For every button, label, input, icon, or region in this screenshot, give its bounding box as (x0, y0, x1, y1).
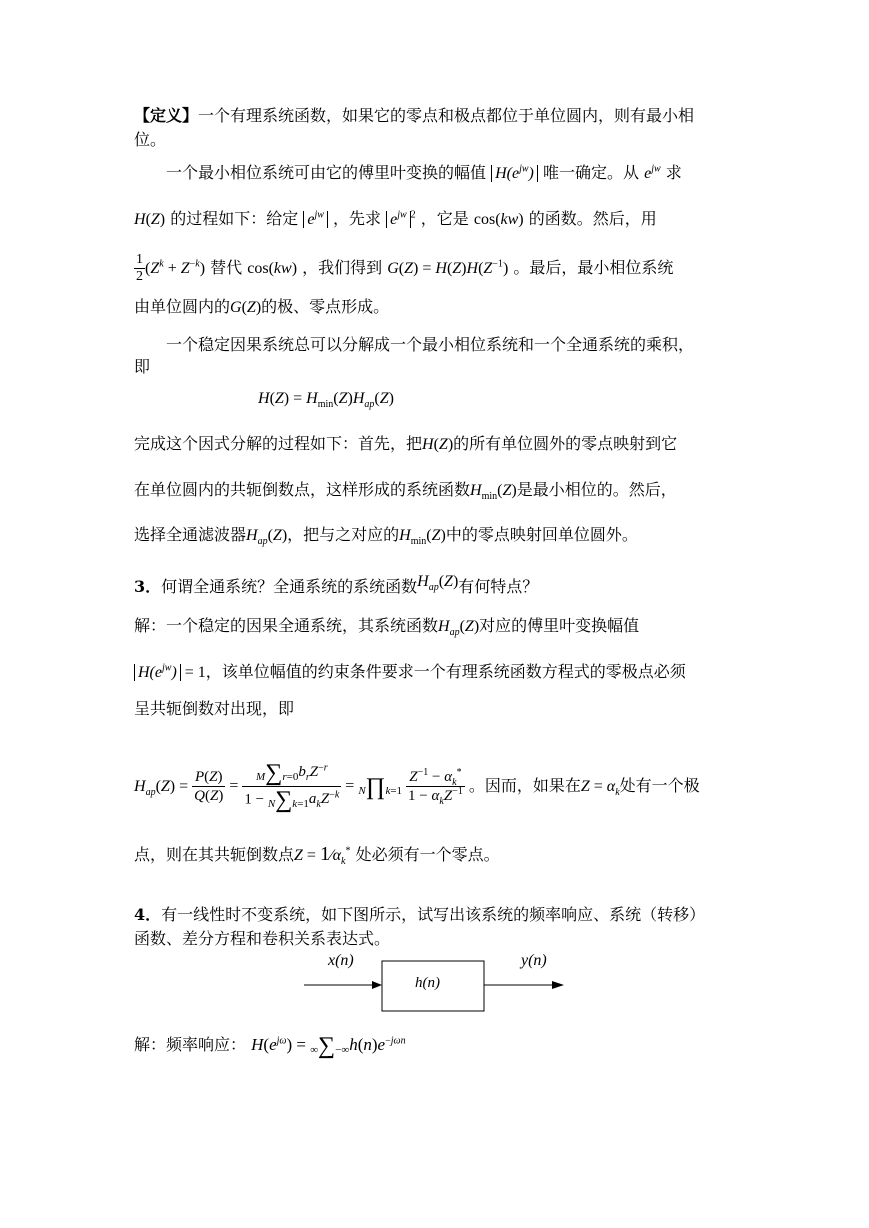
p1-text-b: 唯一确定。从 (542, 163, 639, 182)
answer-3-text-b: 对应的傅里叶变换幅值 (479, 616, 640, 635)
p7-text-b: 是最小相位的。然后， (516, 480, 677, 499)
p5b-text: 即 (134, 357, 151, 376)
formula-gz: $G(Z) = H(Z)H(Z^{-1})$ (387, 258, 509, 277)
answer-3-text-c: ，该单位幅值的约束条件要求一个有理系统函数方程式的零极点必须 (205, 662, 686, 681)
p2-text-a: 的过程如下：给定 (170, 209, 299, 228)
p1-text-a: 一个最小相位系统可由它的傅里叶变换的幅值 (166, 163, 487, 182)
answer-4-text-a: 解：频率响应： (134, 1034, 247, 1054)
p6-text-b: 的所有单位圆外的零点映射到它 (453, 434, 678, 453)
question-3: 3．何谓全通系统？全通系统的系统函数$H_{ap}(Z)$有何特点？ (134, 573, 539, 596)
p8-text-a: 选择全通滤波器 (134, 525, 247, 544)
question-4-number: 4． (134, 905, 162, 924)
p5-text: 一个稳定因果系统总可以分解成一个最小相位系统和一个全通系统的乘积， (166, 335, 695, 354)
answer-3-text-e: 。因而，如果在 (468, 776, 581, 795)
paragraph-1-line-4: 由单位圆内的G(Z)的极、零点形成。 (134, 297, 390, 316)
paragraph-2-line-2 (134, 355, 150, 379)
definition-line-2 (134, 128, 166, 152)
p7-text-a: 在单位圆内的共轭倒数点，这样形成的系统函数 (134, 480, 471, 499)
definition-text-2: 位。 (134, 130, 167, 149)
output-arrowhead (552, 981, 564, 989)
answer-3-text-g: 点，则在其共轭倒数点 (134, 845, 295, 864)
question-3-text-a: 何谓全通系统？全通系统的系统函数 (161, 577, 418, 596)
formula-half: $\frac{1}{2}$ (136, 252, 143, 284)
paragraph-1-line-3: $\frac{1}{2}$ $(Z^k + Z^{-k})$ 替代 cos(kw) ，我们得到 $G(Z) = H(Z)H(Z^{-1})$ 。最后，最小相位系统 (136, 252, 674, 284)
p6-text-a: 完成这个因式分解的过程如下：首先，把 (134, 434, 423, 453)
formula-factorization: $H(Z) = H_{min}(Z)H_{ap}(Z)$ (258, 390, 394, 411)
formula-unit-magnitude: $H(e^{jw})$ (134, 664, 181, 681)
paragraph-2-line-1 (166, 333, 694, 357)
question-4-line-1 (134, 903, 705, 927)
p2-text-c: ，它是 (420, 209, 469, 228)
question-4-text-b: 函数、差分方程和卷积关系表达式。 (134, 929, 391, 948)
answer-3-text-d: 呈共轭倒数对出现，即 (134, 699, 295, 718)
paragraph-3-line-2: 在单位圆内的共轭倒数点，这样形成的系统函数$H_{min}(Z)$是最小相位的。然后， (134, 480, 677, 503)
answer-3-line-2: $H(e^{jw}) = 1$，该单位幅值的约束条件要求一个有理系统函数方程式的零极点必须 (134, 660, 686, 685)
paragraph-3-line-3: 选择全通滤波器$H_{ap}(Z)$，把与之对应的$H_{min}(Z)$中的零点映射回单位圆外。 (134, 525, 638, 548)
formula-ejw: $e^{jw}$ (644, 163, 661, 182)
question-4-text-a: 有一线性时不变系统，如下图所示，试写出该系统的频率响应、系统（转移） (161, 905, 706, 924)
formula-allpass: $H_{ap}(Z)$ = $\frac{P(Z)}{Q(Z)}$ = $\frac{M\sum r=0b_rZ^{-r}}{1 - N\sum k=1a_kZ^{-k}}$ = N∏k=1 $\frac{Z^{-1} - \alpha_k^*}{1 - \alpha_kZ^{-1}}$ 。因而，如果在$Z = \alpha_k$处有一个极 (134, 760, 700, 813)
formula-cos-kw: cos(kw) (473, 211, 524, 228)
p8-text-c: 中的零点映射回单位圆外。 (445, 525, 638, 544)
answer-3-text-f: 处有一个极 (619, 776, 700, 795)
p8-text-b: ，把与之对应的 (287, 525, 400, 544)
question-3-text-b: 有何特点？ (458, 577, 539, 596)
formula-magnitude: $H(e^{jw})$ (491, 165, 538, 182)
paragraph-1-line-2: H(Z) 的过程如下：给定 $e^{jw}$ ，先求 $e^{jw}$ $^2$ ，它是 cos(kw) 的函数。然后，用 (134, 209, 657, 228)
p2-text-b: ，先求 (332, 209, 381, 228)
definition-bracket: 【定义】 (134, 106, 199, 125)
formula-abs-ejw: $e^{jw}$ (303, 211, 328, 228)
answer-3-line-4: 点，则在其共轭倒数点$Z = 1⁄\alpha_k^*$ 处必须有一个零点。 (134, 843, 500, 868)
answer-4-line-1 (134, 1033, 406, 1059)
answer-3-text-a: 解：一个稳定的因果全通系统，其系统函数 (134, 616, 439, 635)
answer-3-line-3 (134, 697, 294, 721)
formula-abs-ejw-sq: $e^{jw}$ (386, 211, 411, 228)
input-arrowhead (372, 981, 382, 989)
p3-text-c: 。最后，最小相位系统 (513, 258, 674, 277)
diagram-output-label: y(n) (521, 952, 547, 969)
p3-text-a: 替代 (210, 258, 243, 277)
paragraph-1-line-1 (166, 161, 682, 186)
question-3-number: 3． (134, 577, 162, 596)
p4-text-a: 由单位圆内的 (134, 297, 231, 316)
answer-3-line-1: 解：一个稳定的因果全通系统，其系统函数$H_{ap}(Z)$对应的傅里叶变换幅值 (134, 616, 640, 639)
answer-3-text-h: 处必须有一个零点。 (355, 845, 500, 864)
p4-text-b: 的极、零点形成。 (261, 297, 390, 316)
p3-text-b: ，我们得到 (302, 258, 383, 277)
p1-text-c: 求 (665, 163, 682, 182)
p2-text-d: 的函数。然后，用 (528, 209, 657, 228)
formula-cos-kw-2: cos(kw) (247, 260, 298, 277)
diagram-block-label: h(n) (415, 975, 440, 991)
paragraph-3-line-1: 完成这个因式分解的过程如下：首先，把H(Z)的所有单位圆外的零点映射到它 (134, 434, 678, 453)
diagram-input-label: x(n) (328, 952, 354, 969)
formula-hz: H (134, 211, 146, 228)
definition-line-1 (134, 104, 694, 128)
definition-text: 一个有理系统函数，如果它的零点和极点都位于单位圆内，则有最小相 (198, 106, 695, 125)
formula-frequency-response: $H(e^{j\omega}) = \infty\sum-\infty h(n)e^{-j\omega n}$ (251, 1033, 406, 1059)
